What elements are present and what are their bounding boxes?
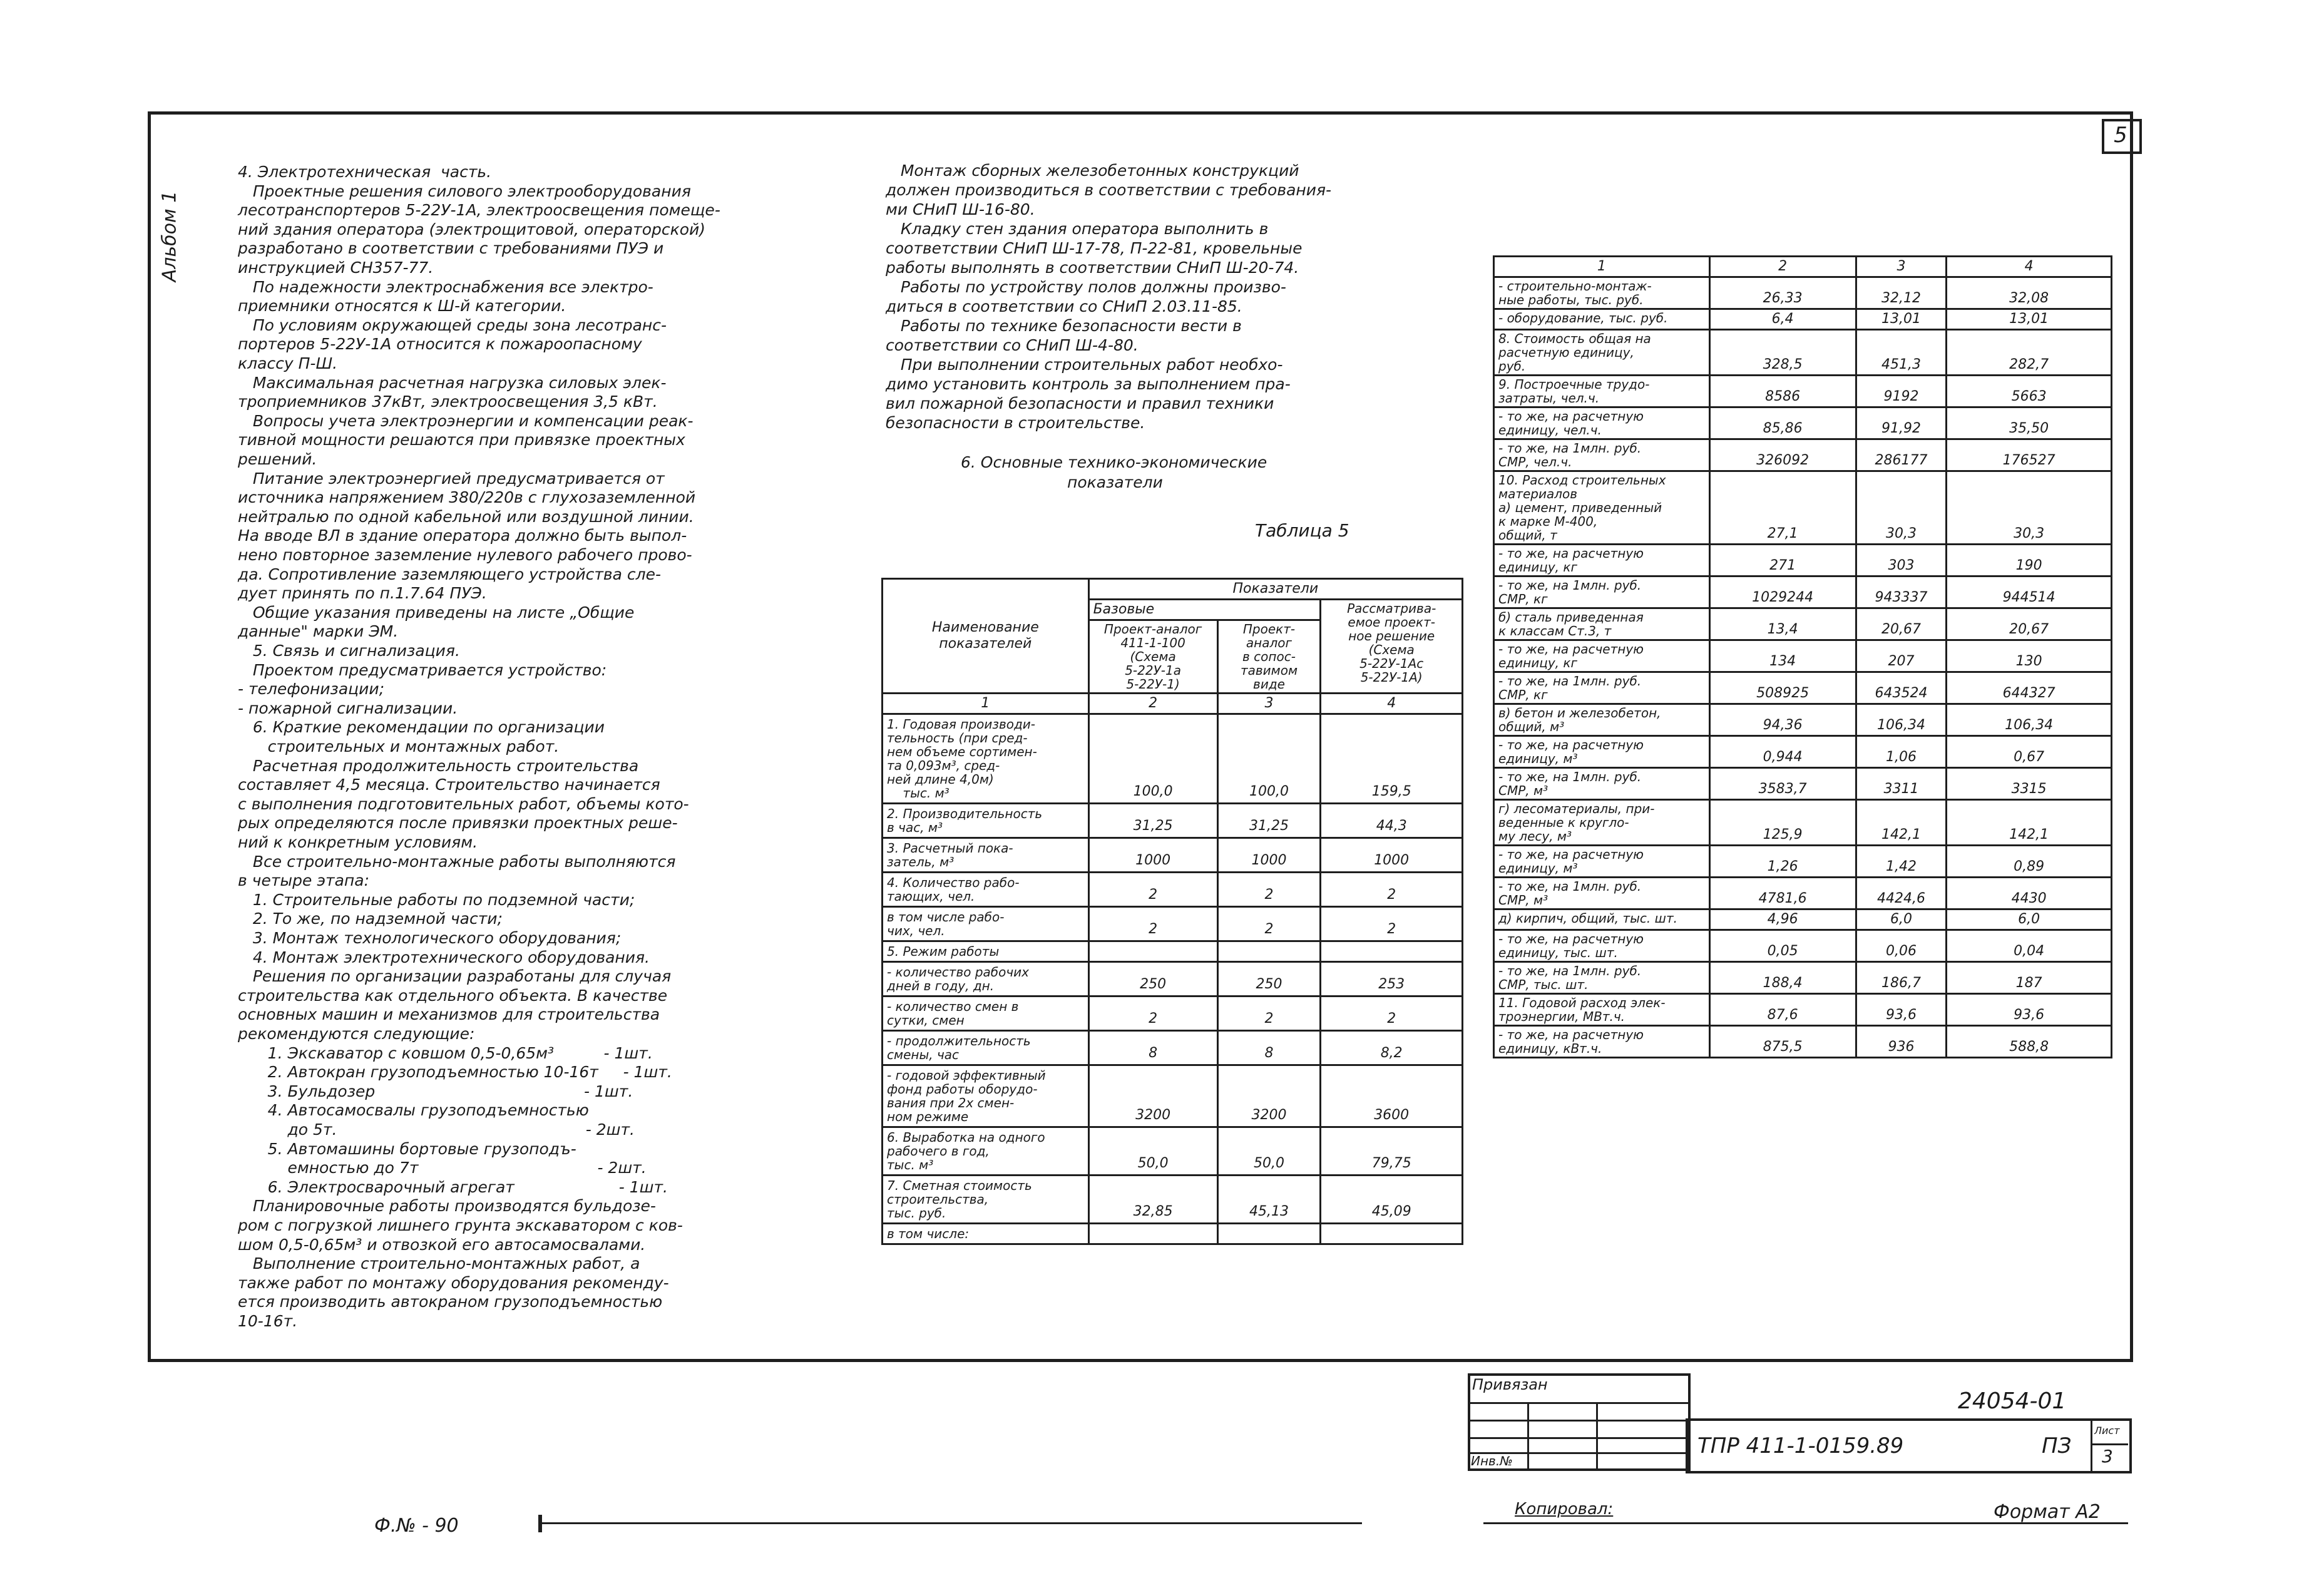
- row-value-considered: 187: [1947, 962, 2112, 994]
- row-value-base: 32,85: [1088, 1176, 1217, 1224]
- row-value-base: 1,26: [1709, 846, 1856, 878]
- row-name: - то же, на 1млн. руб. СМР, кг: [1494, 672, 1710, 704]
- table-row: [883, 804, 1463, 838]
- row-value-considered: 282,7: [1947, 330, 2112, 376]
- row-value-analog: 2: [1217, 873, 1321, 907]
- stamp-rule: [1468, 1437, 1688, 1439]
- row-name: 9. Построечные трудо- затраты, чел.ч.: [1494, 376, 1710, 407]
- row-value-considered: [1321, 941, 1463, 962]
- t5-analog-header: Проект-аналог 411-1-100 (Схема 5-22У-1а 5-22У-1): [1088, 620, 1217, 694]
- row-value-considered: [1321, 1224, 1463, 1244]
- table-row: [1494, 376, 2112, 407]
- text-line: соответствии со СНиП Ш-4-80.: [886, 336, 1139, 354]
- t5-colnum-3: 3: [1217, 694, 1321, 714]
- text-line: нейтралью по одной кабельной или воздушной линии.: [238, 507, 694, 526]
- row-value-base: 8586: [1709, 376, 1856, 407]
- row-value-base: 26,33: [1709, 277, 1856, 309]
- row-value-base: 8: [1088, 1031, 1217, 1065]
- text-line: емностью до 7т - 2шт.: [238, 1159, 647, 1177]
- row-value-considered: 30,3: [1947, 471, 2112, 545]
- row-value-considered: 13,01: [1947, 309, 2112, 330]
- row-name: - то же, на расчетную единицу, кВт.ч.: [1494, 1026, 1710, 1058]
- text-line: 6. Электросварочный агрегат - 1шт.: [238, 1177, 668, 1196]
- table-row: [1494, 768, 2112, 800]
- row-name: б) сталь приведенная к классам Ст.3, т: [1494, 608, 1710, 640]
- row-value-analog: [1217, 941, 1321, 962]
- table-row: [883, 1031, 1463, 1065]
- row-name: 5. Режим работы: [883, 941, 1089, 962]
- row-value-base: [1088, 941, 1217, 962]
- row-value-base: 6,4: [1709, 309, 1856, 330]
- text-line: безопасности в строительстве.: [886, 414, 1145, 432]
- table-row: [1494, 407, 2112, 439]
- row-value-base: 1000: [1088, 838, 1217, 873]
- row-value-considered: 35,50: [1947, 407, 2112, 439]
- text-line: Все строительно-монтажные работы выполняются: [238, 852, 676, 871]
- list-number: 3: [2102, 1446, 2113, 1467]
- text-line: Работы по устройству полов должны произво-: [886, 278, 1286, 296]
- table-row: [1494, 909, 2112, 930]
- row-value-considered: 944514: [1947, 576, 2112, 608]
- row-value-considered: 8,2: [1321, 1031, 1463, 1065]
- row-name: - то же, на расчетную единицу, м³: [1494, 736, 1710, 768]
- table-row: [1494, 800, 2112, 846]
- row-value-analog: 91,92: [1856, 407, 1947, 439]
- table-row: [883, 714, 1463, 804]
- row-value-analog: 303: [1856, 545, 1947, 576]
- t5-colnum-4: 4: [1321, 694, 1463, 714]
- row-value-analog: 250: [1217, 962, 1321, 996]
- row-value-considered: 253: [1321, 962, 1463, 996]
- row-value-base: 0,944: [1709, 736, 1856, 768]
- row-value-considered: 176527: [1947, 439, 2112, 471]
- table-row: [1494, 704, 2112, 736]
- row-value-base: 87,6: [1709, 994, 1856, 1026]
- row-value-analog: [1217, 1224, 1321, 1244]
- row-value-analog: 2: [1217, 907, 1321, 941]
- t5-base-header: Базовые: [1088, 600, 1321, 620]
- row-value-analog: 31,25: [1217, 804, 1321, 838]
- text-line: шом 0,5-0,65м³ и отвозкой его автосамосвалами.: [238, 1235, 646, 1254]
- row-value-considered: 93,6: [1947, 994, 2112, 1026]
- row-value-analog: 1,42: [1856, 846, 1947, 878]
- row-value-considered: 3315: [1947, 768, 2112, 800]
- footer-format: Формат А2: [1994, 1501, 2101, 1523]
- doc-code: ТПР 411-1-0159.89: [1697, 1433, 1904, 1458]
- row-name: - то же, на 1млн. руб. СМР, м³: [1494, 768, 1710, 800]
- row-value-analog: 9192: [1856, 376, 1947, 407]
- text-line: димо установить контроль за выполнением пра-: [886, 375, 1291, 393]
- table-row: [883, 996, 1463, 1031]
- table-row: [883, 1224, 1463, 1244]
- text-line: Кладку стен здания оператора выполнить в: [886, 220, 1269, 238]
- row-name: 4. Количество рабо- тающих, чел.: [883, 873, 1089, 907]
- tr-colnum-3: 3: [1856, 257, 1947, 277]
- row-value-base: 4,96: [1709, 909, 1856, 930]
- text-line: ется производить автокраном грузоподъемностью: [238, 1293, 663, 1311]
- row-value-considered: 588,8: [1947, 1026, 2112, 1058]
- table-row: [1494, 277, 2112, 309]
- row-value-analog: 30,3: [1856, 471, 1947, 545]
- album-label: [158, 163, 218, 313]
- t5-considered-header: Рассматрива- емое проект- ное решение (Схема 5-22У-1Ас 5-22У-1А): [1321, 600, 1463, 694]
- text-line: 3. Бульдозер - 1шт.: [238, 1082, 633, 1100]
- text-line: 4. Монтаж электротехнического оборудования.: [238, 948, 650, 966]
- table-row: [883, 962, 1463, 996]
- text-line: На вводе ВЛ в здание оператора должно быть выпол-: [238, 526, 687, 545]
- row-value-base: 3583,7: [1709, 768, 1856, 800]
- row-value-base: 326092: [1709, 439, 1856, 471]
- row-value-analog: 286177: [1856, 439, 1947, 471]
- text-line: Максимальная расчетная нагрузка силовых элек-: [238, 373, 667, 392]
- row-value-base: 250: [1088, 962, 1217, 996]
- row-name: - количество смен в сутки, смен: [883, 996, 1089, 1031]
- text-line: Работы по технике безопасности вести в: [886, 317, 1242, 335]
- text-line: до 5т. - 2шт.: [238, 1120, 635, 1139]
- row-name: - то же, на 1млн. руб. СМР, чел.ч.: [1494, 439, 1710, 471]
- text-line: да. Сопротивление заземляющего устройства сле-: [238, 565, 662, 583]
- text-line: тивной мощности решаются при привязке проектных: [238, 431, 685, 449]
- row-value-considered: 45,09: [1321, 1176, 1463, 1224]
- row-name: 6. Выработка на одного рабочего в год, тыс. м³: [883, 1127, 1089, 1176]
- text-line: 10-16т.: [238, 1312, 298, 1330]
- row-value-considered: 2: [1321, 996, 1463, 1031]
- row-value-analog: 50,0: [1217, 1127, 1321, 1176]
- row-name: - то же, на 1млн. руб. СМР, м³: [1494, 878, 1710, 909]
- text-line: - телефонизации;: [238, 680, 385, 699]
- row-name: - то же, на 1млн. руб. СМР, тыс. шт.: [1494, 962, 1710, 994]
- row-name: 11. Годовой расход элек- троэнергии, МВт.ч.: [1494, 994, 1710, 1026]
- row-value-considered: 0,89: [1947, 846, 2112, 878]
- text-line: ний к конкретным условиям.: [238, 833, 478, 851]
- text-line: с выполнения подготовительных работ, объемы кото-: [238, 794, 689, 813]
- row-name: 3. Расчетный пока- затель, м³: [883, 838, 1089, 873]
- table-row: [1494, 1026, 2112, 1058]
- text-line: составляет 4,5 месяца. Строительство начинается: [238, 776, 660, 794]
- text-line: 2. Автокран грузоподъемностью 10-16т - 1шт.: [238, 1063, 672, 1082]
- text-line: инструкцией СН357-77.: [238, 259, 434, 277]
- row-value-base: 328,5: [1709, 330, 1856, 376]
- table-row: [1494, 930, 2112, 962]
- table-row: [883, 838, 1463, 873]
- table-row: [883, 873, 1463, 907]
- row-value-considered: 190: [1947, 545, 2112, 576]
- text-line: Планировочные работы производятся бульдозе-: [238, 1197, 656, 1216]
- footer-rule: [542, 1522, 1362, 1524]
- text-line: Проектные решения силового электрооборудования: [238, 182, 691, 200]
- row-name: 8. Стоимость общая на расчетную единицу, руб.: [1494, 330, 1710, 376]
- table-row: [1494, 878, 2112, 909]
- table-5-continued: [1493, 255, 2112, 1058]
- row-value-considered: 159,5: [1321, 714, 1463, 804]
- table-row: [1494, 736, 2112, 768]
- text-line: - пожарной сигнализации.: [238, 699, 458, 717]
- footer-copied: Копировал:: [1515, 1500, 1614, 1519]
- text-line: 1. Экскаватор с ковшом 0,5-0,65м³ - 1шт.: [238, 1043, 653, 1062]
- text-line: должен производиться в соответствии с требования-: [886, 181, 1332, 199]
- row-value-analog: 3311: [1856, 768, 1947, 800]
- text-line: рекомендуются следующие:: [238, 1025, 475, 1043]
- row-value-analog: 1,06: [1856, 736, 1947, 768]
- text-line: лесотранспортеров 5-22У-1А, электроосвещения помеще-: [238, 201, 720, 220]
- tr-colnum-4: 4: [1947, 257, 2112, 277]
- row-name: 10. Расход строительных материалов a) цемент, приведенный к марке М-400, общий, т: [1494, 471, 1710, 545]
- row-value-analog: 643524: [1856, 672, 1947, 704]
- t5-col1-header: Наименование показателей: [883, 579, 1089, 694]
- table-row: [1494, 576, 2112, 608]
- text-line: 5. Связь и сигнализация.: [238, 642, 460, 660]
- text-line: Проектом предусматривается устройство:: [238, 660, 607, 679]
- table-row: [1494, 439, 2112, 471]
- row-value-base: 31,25: [1088, 804, 1217, 838]
- row-value-base: 50,0: [1088, 1127, 1217, 1176]
- text-line: рых определяются после привязки проектных реше-: [238, 814, 678, 833]
- text-line: ми СНиП Ш-16-80.: [886, 200, 1035, 218]
- stamp-rule: [1527, 1402, 1529, 1468]
- stamp-rule: [1468, 1402, 1688, 1404]
- table-5: [881, 578, 1463, 1245]
- row-value-analog: 451,3: [1856, 330, 1947, 376]
- sheet-number: 5: [2114, 123, 2127, 148]
- row-name: в том числе:: [883, 1224, 1089, 1244]
- row-value-analog: 943337: [1856, 576, 1947, 608]
- row-value-base: 4781,6: [1709, 878, 1856, 909]
- row-name: 1. Годовая производи- тельность (при сред- нем объеме сортимен- та 0,093м³, сред- ней длине 4,0м) тыс. м³: [883, 714, 1089, 804]
- row-value-analog: 13,01: [1856, 309, 1947, 330]
- row-name: д) кирпич, общий, тыс. шт.: [1494, 909, 1710, 930]
- text-line: источника напряжением 380/220в с глухозаземленной: [238, 488, 696, 507]
- row-value-considered: 20,67: [1947, 608, 2112, 640]
- table-row: [883, 941, 1463, 962]
- stamp-rule: [2091, 1443, 2128, 1445]
- row-value-considered: 142,1: [1947, 800, 2112, 846]
- text-line: 4. Электротехническая часть.: [238, 163, 492, 181]
- row-name: - то же, на расчетную единицу, чел.ч.: [1494, 407, 1710, 439]
- text-line: ний здания оператора (электрощитовой, операторской): [238, 220, 706, 238]
- row-value-considered: 32,08: [1947, 277, 2112, 309]
- t5-group-header: Показатели: [1088, 579, 1462, 600]
- row-value-base: 134: [1709, 640, 1856, 672]
- row-value-considered: 2: [1321, 873, 1463, 907]
- row-name: - то же, на расчетную единицу, кг: [1494, 545, 1710, 576]
- row-value-considered: 5663: [1947, 376, 2112, 407]
- privyazan-label: Привязан: [1472, 1376, 1548, 1393]
- text-line: Выполнение строительно-монтажных работ, а: [238, 1254, 640, 1273]
- row-value-considered: 644327: [1947, 672, 2112, 704]
- row-name: 7. Сметная стоимость строительства, тыс. руб.: [883, 1176, 1089, 1224]
- t5-proj-analog-header: Проект- аналог в сопос- тавимом виде: [1217, 620, 1321, 694]
- pz-mark: ПЗ: [2042, 1433, 2072, 1458]
- table-row: [1494, 471, 2112, 545]
- text-line: строительных и монтажных работ.: [238, 737, 560, 756]
- text-line: работы выполнять в соответствии СНиП Ш-20-74.: [886, 259, 1299, 277]
- row-name: г) лесоматериалы, при- веденные к кругло- му лесу, м³: [1494, 800, 1710, 846]
- row-value-base: 27,1: [1709, 471, 1856, 545]
- tr-colnum-1: 1: [1494, 257, 1710, 277]
- section6-heading-line1: 6. Основные технико-экономические: [961, 453, 1267, 471]
- table-row: [1494, 672, 2112, 704]
- text-line: основных машин и механизмов для строительства: [238, 1005, 660, 1024]
- row-value-considered: 1000: [1321, 838, 1463, 873]
- row-value-analog: 8: [1217, 1031, 1321, 1065]
- row-name: - строительно-монтаж- ные работы, тыс. руб.: [1494, 277, 1710, 309]
- row-value-base: 508925: [1709, 672, 1856, 704]
- row-value-considered: 79,75: [1321, 1127, 1463, 1176]
- row-value-considered: 0,67: [1947, 736, 2112, 768]
- text-line: также работ по монтажу оборудования рекоменду-: [238, 1273, 669, 1292]
- row-name: в) бетон и железобетон, общий, м³: [1494, 704, 1710, 736]
- row-value-analog: 3200: [1217, 1065, 1321, 1127]
- row-value-analog: 207: [1856, 640, 1947, 672]
- row-value-analog: 45,13: [1217, 1176, 1321, 1224]
- doc-number: 24054-01: [1958, 1388, 2067, 1414]
- text-line: При выполнении строительных работ необхо-: [886, 356, 1283, 374]
- row-value-base: 100,0: [1088, 714, 1217, 804]
- row-name: - годовой эффективный фонд работы оборудо- вания при 2х смен- ном режиме: [883, 1065, 1089, 1127]
- table-row: [883, 1176, 1463, 1224]
- table-row: [1494, 846, 2112, 878]
- row-value-base: 2: [1088, 907, 1217, 941]
- text-line: По надежности электроснабжения все электро-: [238, 277, 653, 296]
- table-row: [1494, 640, 2112, 672]
- text-line: 1. Строительные работы по подземной части;: [238, 890, 635, 909]
- table-row: [883, 1127, 1463, 1176]
- row-value-analog: 93,6: [1856, 994, 1947, 1026]
- text-line: 2. То же, по надземной части;: [238, 909, 503, 928]
- text-line: данные" марки ЭМ.: [238, 622, 399, 641]
- footer-form: Ф.№ - 90: [374, 1515, 459, 1537]
- row-value-base: 3200: [1088, 1065, 1217, 1127]
- text-line: нено повторное заземление нулевого рабочего прово-: [238, 546, 692, 564]
- text-line: разработано в соответствии с требованиями ПУЭ и: [238, 239, 664, 258]
- row-value-considered: 2: [1321, 907, 1463, 941]
- table-row: [1494, 309, 2112, 330]
- table-row: [883, 907, 1463, 941]
- row-value-analog: 936: [1856, 1026, 1947, 1058]
- row-name: - количество рабочих дней в году, дн.: [883, 962, 1089, 996]
- row-value-analog: 100,0: [1217, 714, 1321, 804]
- table-row: [1494, 608, 2112, 640]
- row-value-base: 85,86: [1709, 407, 1856, 439]
- row-value-considered: 44,3: [1321, 804, 1463, 838]
- text-line: 6. Краткие рекомендации по организации: [238, 718, 605, 737]
- text-line: Монтаж сборных железобетонных конструкций: [886, 161, 1299, 180]
- row-name: в том числе рабо- чих, чел.: [883, 907, 1089, 941]
- row-value-analog: 32,12: [1856, 277, 1947, 309]
- row-name: - то же, на расчетную единицу, тыс. шт.: [1494, 930, 1710, 962]
- list-label: Лист: [2094, 1425, 2120, 1437]
- text-line: Решения по организации разработаны для случая: [238, 967, 672, 986]
- text-line: Общие указания приведены на листе „Общие: [238, 603, 635, 622]
- row-value-considered: 6,0: [1947, 909, 2112, 930]
- row-value-analog: 142,1: [1856, 800, 1947, 846]
- text-line: приемники относятся к Ш-й категории.: [238, 297, 566, 315]
- row-value-base: 875,5: [1709, 1026, 1856, 1058]
- row-value-considered: 4430: [1947, 878, 2112, 909]
- text-line: троприемников 37кВт, электроосвещения 3,5 кВт.: [238, 392, 658, 411]
- text-line: Расчетная продолжительность строительства: [238, 756, 639, 775]
- text-line: решений.: [238, 450, 317, 468]
- row-value-base: 1029244: [1709, 576, 1856, 608]
- text-line: портеров 5-22У-1А относится к пожароопасному: [238, 335, 642, 354]
- row-value-analog: 186,7: [1856, 962, 1947, 994]
- table-row: [1494, 962, 2112, 994]
- row-value-base: 271: [1709, 545, 1856, 576]
- table-row: [1494, 545, 2112, 576]
- text-line: Питание электроэнергией предусматривается от: [238, 469, 665, 488]
- row-value-considered: 130: [1947, 640, 2112, 672]
- row-value-analog: 1000: [1217, 838, 1321, 873]
- row-value-considered: 3600: [1321, 1065, 1463, 1127]
- text-line: По условиям окружающей среды зона лесотранс-: [238, 315, 667, 334]
- text-line: 4. Автосамосвалы грузоподъемностью: [238, 1101, 589, 1120]
- row-name: - оборудование, тыс. руб.: [1494, 309, 1710, 330]
- row-value-analog: 20,67: [1856, 608, 1947, 640]
- row-value-analog: 106,34: [1856, 704, 1947, 736]
- row-name: - то же, на 1млн. руб. СМР, кг: [1494, 576, 1710, 608]
- text-line: ром с погрузкой лишнего грунта экскаватором с ков-: [238, 1216, 683, 1234]
- row-value-analog: 0,06: [1856, 930, 1947, 962]
- text-line: диться в соответствии со СНиП 2.03.11-85.: [886, 297, 1242, 315]
- t5-colnum-2: 2: [1088, 694, 1217, 714]
- album-text: Альбом 1: [158, 190, 181, 282]
- row-name: 2. Производительность в час, м³: [883, 804, 1089, 838]
- text-line: вил пожарной безопасности и правил техники: [886, 394, 1274, 412]
- text-line: 5. Автомашины бортовые грузоподъ-: [238, 1139, 576, 1158]
- t5-colnum-1: 1: [883, 694, 1089, 714]
- row-value-analog: 4424,6: [1856, 878, 1947, 909]
- table-row: [1494, 330, 2112, 376]
- table-label: Таблица 5: [1255, 520, 1349, 541]
- row-value-base: 2: [1088, 873, 1217, 907]
- text-line: 3. Монтаж технологического оборудования;: [238, 929, 622, 947]
- row-value-base: 188,4: [1709, 962, 1856, 994]
- row-value-base: 13,4: [1709, 608, 1856, 640]
- inv-label: Инв.№: [1471, 1453, 1513, 1468]
- text-line: Вопросы учета электроэнергии и компенсации реак-: [238, 411, 694, 430]
- tr-colnum-2: 2: [1709, 257, 1856, 277]
- table-row: [1494, 994, 2112, 1026]
- row-name: - то же, на расчетную единицу, м³: [1494, 846, 1710, 878]
- row-name: - продолжительность смены, час: [883, 1031, 1089, 1065]
- row-value-base: [1088, 1224, 1217, 1244]
- stamp-rule: [1468, 1420, 1688, 1422]
- row-value-analog: 6,0: [1856, 909, 1947, 930]
- row-value-analog: 2: [1217, 996, 1321, 1031]
- row-value-base: 2: [1088, 996, 1217, 1031]
- text-line: в четыре этапа:: [238, 871, 370, 890]
- text-line: соответствии СНиП Ш-17-78, П-22-81, кровельные: [886, 239, 1303, 257]
- table-row: [883, 1065, 1463, 1127]
- text-line: классу П-Ш.: [238, 354, 338, 372]
- row-value-base: 0,05: [1709, 930, 1856, 962]
- text-line: строительства как отдельного объекта. В качестве: [238, 986, 668, 1005]
- section6-heading-line2: показатели: [1067, 473, 1163, 491]
- row-value-base: 94,36: [1709, 704, 1856, 736]
- row-value-considered: 106,34: [1947, 704, 2112, 736]
- stamp-rule: [1596, 1402, 1598, 1468]
- text-line: дует принять по п.1.7.64 ПУЭ.: [238, 584, 487, 603]
- row-name: - то же, на расчетную единицу, кг: [1494, 640, 1710, 672]
- row-value-considered: 0,04: [1947, 930, 2112, 962]
- row-value-base: 125,9: [1709, 800, 1856, 846]
